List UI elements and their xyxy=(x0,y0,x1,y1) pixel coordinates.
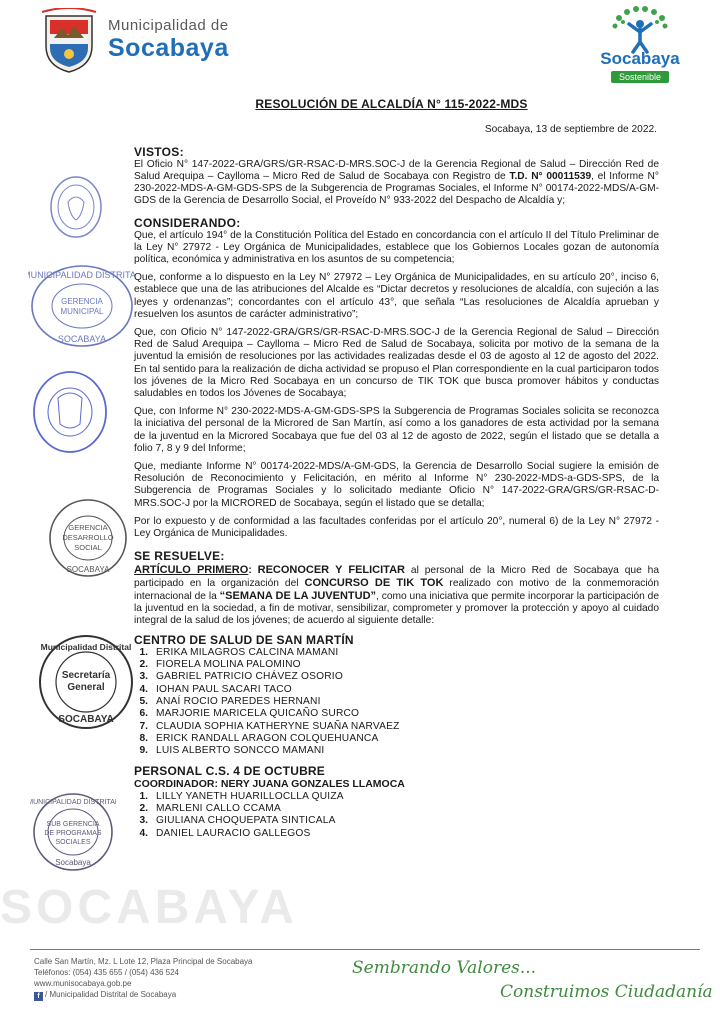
resolution-document xyxy=(134,92,659,840)
group-4-de-octubre-heading: PERSONAL C.S. 4 DE OCTUBRE xyxy=(134,764,326,779)
considerando-paragraph-1: Que, el artículo 194° de la Constitución Política del Estado en concordancia con el artículo II del Título Preliminar de la Ley N° 27972 - Ley Orgánica de Municipalidades, establece que los Gobiernos Locales gozan de autonomía política, económica y administrativa en los asuntos de su competencia; xyxy=(134,229,659,266)
footer-contact xyxy=(34,956,253,1001)
seal-stamp-gerencia-desarrollo-social xyxy=(46,496,130,585)
document-date: Socabaya, 13 de septiembre de 2022. xyxy=(484,124,657,136)
brand-name: Socabaya xyxy=(600,49,680,68)
seal-stamp-gerencia-municipal xyxy=(28,262,136,355)
svg-text:GERENCIA: GERENCIA xyxy=(61,297,103,306)
considerando-paragraph-3: Que, con Oficio N° 147-2022-GRA/GRS/GR-RSAC-D-MRS.SOC-J de la Gerencia Regional de Salud – Dirección Red de Salud Arequipa – Caylloma – Micro Red de Salud de Socabaya, solicita por motivo de la semana de la juventud la emisión de resoluciones por las actividades realizadas desde el 03 de agosto al 12 de agosto del 2022. En tal sentido para la realización de dicha actividad se propuso el Plan correspondiente en la cual participaron todos los jóvenes de la Micro Red Socabaya en un concurso de TIK TOK que busca promover hábitos y conductas saludables en todos los Jóvenes de Socabaya; xyxy=(134,327,659,400)
vistos-heading: VISTOS: xyxy=(134,145,184,160)
svg-text:SOCIAL: SOCIAL xyxy=(74,543,102,552)
svg-text:SUB GERENCIA: SUB GERENCIA xyxy=(46,821,100,828)
list-item: 4. IOHAN PAUL SACARI TACO xyxy=(139,683,292,695)
svg-text:MUNICIPALIDAD DISTRITAL: MUNICIPALIDAD DISTRITAL xyxy=(30,799,116,806)
svg-text:Municipalidad Distrital: Municipalidad Distrital xyxy=(40,642,132,652)
svg-text:Secretaría: Secretaría xyxy=(61,670,111,681)
municipality-crest-logo xyxy=(40,8,98,74)
svg-text:GERENCIA: GERENCIA xyxy=(68,523,108,532)
footer-address: Calle San Martín, Mz. L Lote 12, Plaza Principal de Socabaya xyxy=(34,957,253,966)
svg-text:Socabaya: Socabaya xyxy=(55,858,91,867)
footer-divider xyxy=(30,949,700,950)
seal-stamp-3 xyxy=(30,368,110,461)
svg-text:DESARROLLO: DESARROLLO xyxy=(62,533,114,542)
footer-phones: Teléfonos: (054) 435 655 / (054) 436 524 xyxy=(34,968,179,977)
svg-text:SOCABAYA: SOCABAYA xyxy=(57,334,107,344)
list-item: 1. ERIKA MILAGROS CALCINA MAMANI xyxy=(139,646,339,658)
facebook-icon: f xyxy=(34,992,43,1001)
municipality-name xyxy=(108,18,229,61)
slogan-line-2: Construimos Ciudadanía xyxy=(500,982,713,1002)
list-item: 3. GABRIEL PATRICIO CHÁVEZ OSORIO xyxy=(139,671,343,683)
svg-text:General: General xyxy=(67,682,105,693)
footer-facebook: f / Municipalidad Distrital de Socabaya xyxy=(34,989,253,1001)
se-resuelve-heading: SE RESUELVE: xyxy=(134,549,225,564)
group-4-de-octubre-list xyxy=(134,791,659,840)
footer-website: www.munisocabaya.gob.pe xyxy=(34,979,132,988)
list-item: 2. FIORELA MOLINA PALOMINO xyxy=(139,659,301,671)
socabaya-sostenible-logo xyxy=(592,4,688,94)
municipality-name-big: Socabaya xyxy=(108,34,229,62)
person-tree-icon xyxy=(605,4,675,54)
svg-text:DE PROGRAMAS: DE PROGRAMAS xyxy=(44,830,102,837)
list-item: 2. MARLENI CALLO CCAMA xyxy=(139,803,281,815)
articulo-primero-paragraph: ARTÍCULO PRIMERO: RECONOCER Y FELICITAR al personal de la Micro Red de Socabaya que ha participado en la organización del CONCURSO DE TIK TOK realizado con motivo de la conmemoración internacional de la “SEMANA DE LA JUVENTUD”, como una iniciativa que permite incorporar la participación de la juventud en la sociedad, a fin de motivar, sensibilizar, comprometer y promover la protección y apoyo al cuidado integral de la salud de los jóvenes; de acuerdo al siguiente detalle: xyxy=(134,563,659,627)
seal-stamp-sub-gerencia-programas-sociales xyxy=(30,790,116,879)
watermark-text: SOCABAYA xyxy=(0,881,298,934)
list-item: 4. DANIEL LAURACIO GALLEGOS xyxy=(139,827,311,839)
svg-text:SOCIALES: SOCIALES xyxy=(55,839,91,846)
coordinator-line: COORDINADOR: NERY JUANA GONZALES LLAMOCA xyxy=(134,777,405,790)
municipality-name-small: Municipalidad de xyxy=(108,17,229,34)
group-san-martin-heading: CENTRO DE SALUD DE SAN MARTÍN xyxy=(134,632,354,647)
considerando-heading: CONSIDERANDO: xyxy=(134,216,241,231)
list-item: 9. LUIS ALBERTO SONCCO MAMANI xyxy=(139,745,325,757)
svg-text:MUNICIPAL: MUNICIPAL xyxy=(60,307,104,316)
list-item: 8. ERICK RANDALL ARAGON COLQUEHUANCA xyxy=(139,732,379,744)
articulo-label: ARTÍCULO PRIMERO xyxy=(134,563,249,576)
considerando-paragraph-5: Que, mediante Informe N° 00174-2022-MDS/A-GM-GDS, la Gerencia de Desarrollo Social sugiere la emisión de Resolución de Reconocimiento y Felicitación, en mérito al Informe N° 230-2022-MDS-a-GDS-SPS, de la Subgerencia de Programas Sociales y lo solicitado mediante Oficio N° 147-2022-GRA/GRS/GR-RSAC-D-MRS.SOC-J por la MICRORED de Socabaya, según el listado que se detalla; xyxy=(134,461,659,509)
document-title: RESOLUCIÓN DE ALCALDÍA N° 115-2022-MDS xyxy=(255,97,528,111)
brand-tagline: Sostenible xyxy=(611,71,669,83)
seal-stamp-secretaria-general xyxy=(36,632,136,737)
considerando-paragraph-2: Que, conforme a lo dispuesto en la Ley N° 27972 – Ley Orgánica de Municipalidades, en su artículo 20°, inciso 6, establece que una de las atribuciones del Alcalde es “Dictar decretos y resoluciones de alcaldía, con sujeción a las leyes y ordenanzas”; concordantes con el artículo 43°, que señala “Las resoluciones de Alcaldía aprueban y resuelven los asuntos de carácter administrativo”; xyxy=(134,272,659,320)
vistos-paragraph: El Oficio N° 147-2022-GRA/GRS/GR-RSAC-D-MRS.SOC-J de la Gerencia Regional de Salud – Dirección Red de Salud Arequipa – Caylloma – Micro Red de Salud de Socabaya con Registro de T.D. N° 00011539, el Informe N° 230-2022-MDS-A-GM-GDS-SPS de la Subgerencia de Programas Sociales, el Informe N° 00174-2022-MDS/A-GM-GDS de la Gerencia de Desarrollo Social, el Proveído N° 933-2022 del Despacho de Alcaldía y; xyxy=(134,158,659,207)
semana-juventud: “SEMANA DE LA JUVENTUD” xyxy=(219,589,377,602)
considerando-paragraph-4: Que, con Informe N° 230-2022-MDS-A-GM-GDS-SPS la Subgerencia de Programas Sociales solicita se reconozca la iniciativa del personal de la Microred de San Martín, así como a los ganadores de esta actividad por la semana de la juventud en la Microred Socabaya que fue del 03 al 12 de agosto de 2022, según el listado que se detalla a folio 7, 8 y 9 del Informe; xyxy=(134,406,659,454)
svg-text:SOCABAYA: SOCABAYA xyxy=(66,565,110,574)
slogan-line-1: Sembrando Valores... xyxy=(352,958,537,978)
considerando-paragraph-6: Por lo expuesto y de conformidad a las facultades conferidas por el artículo 20°, numeral 6) de la Ley N° 27972 - Ley Orgánica de Municipalidades. xyxy=(134,515,659,540)
concurso-tik-tok: CONCURSO DE TIK TOK xyxy=(304,576,444,589)
list-item: 6. MARJORIE MARICELA QUICAÑO SURCO xyxy=(139,708,360,720)
letterhead xyxy=(0,0,725,95)
list-item: 3. GIULIANA CHOQUEPATA SINTICALA xyxy=(139,815,336,827)
svg-text:SOCABAYA: SOCABAYA xyxy=(58,714,114,725)
td-number: T.D. N° 00011539 xyxy=(509,170,592,182)
list-item: 7. CLAUDIA SOPHIA KATHERYNE SUAÑA NARVAEZ xyxy=(139,720,400,732)
svg-text:MUNICIPALIDAD DISTRITAL: MUNICIPALIDAD DISTRITAL xyxy=(28,270,136,280)
seal-stamp-1 xyxy=(48,174,104,245)
list-item: 5. ANAÍ ROCIO PAREDES HERNANI xyxy=(139,695,321,707)
list-item: 1. LILLY YANETH HUARILLOCLLA QUIZA xyxy=(139,790,344,802)
reconocer-felicitar: RECONOCER Y FELICITAR xyxy=(257,563,405,576)
group-san-martin-list xyxy=(134,647,659,758)
